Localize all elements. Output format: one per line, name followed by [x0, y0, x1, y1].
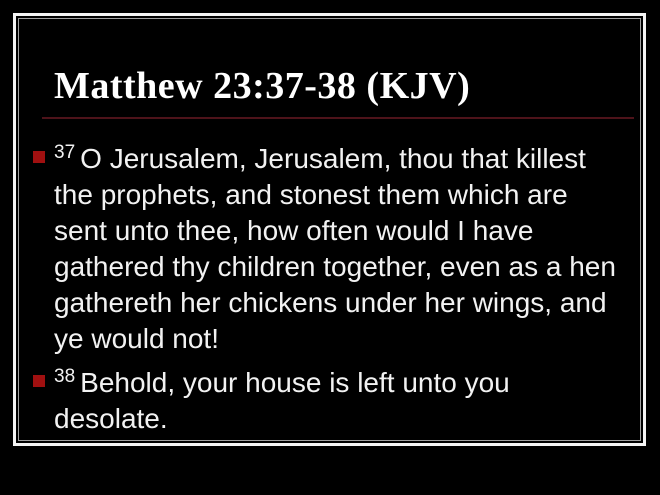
verse-body: [54, 365, 619, 437]
title-underline: [42, 117, 634, 119]
slide-title: Matthew 23:37-38 (KJV): [54, 65, 471, 107]
verse-number-superscript: 37: [54, 141, 76, 163]
slide-content: [16, 16, 643, 443]
slide-frame: [13, 13, 646, 446]
verse-item-38: [33, 365, 643, 437]
verse-item-37: [33, 141, 643, 357]
verse-text: O Jerusalem, Jerusalem, thou that killest the prophets, and stonest them which are sent unto thee, how often would I have gathered thy children together, even as a hen gathereth her chickens under her wings, and ye would not!: [54, 143, 616, 354]
verse-number-superscript: 38: [54, 365, 76, 387]
verse-text: Behold, your house is left unto you desolate.: [54, 367, 510, 434]
bullet-square-icon: [33, 375, 45, 387]
verse-list: [16, 141, 643, 437]
verse-body: [54, 141, 619, 357]
bullet-square-icon: [33, 151, 45, 163]
